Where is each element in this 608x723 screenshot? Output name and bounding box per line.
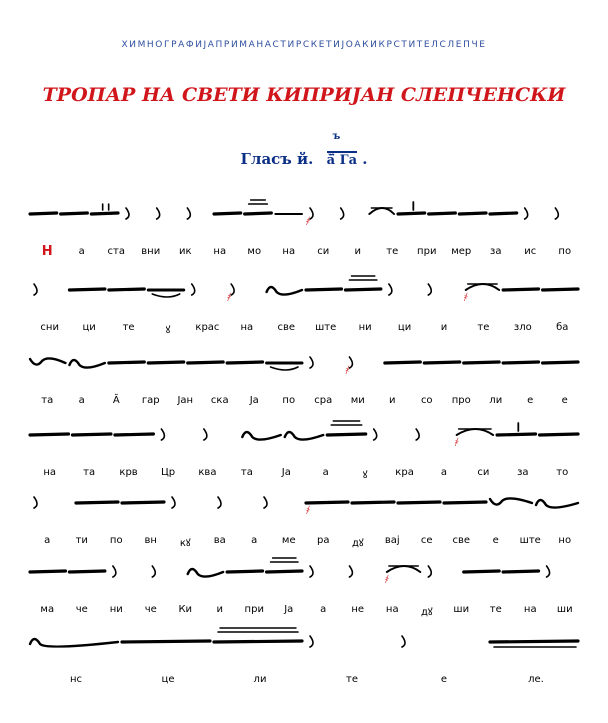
syllable: че — [75, 604, 88, 615]
syllable: це — [161, 674, 175, 685]
neume-oligon — [398, 502, 440, 503]
neume-omalon — [267, 363, 302, 370]
neume-oligon — [148, 362, 183, 363]
neume-oligon — [30, 571, 65, 572]
neume-oligon — [227, 362, 262, 363]
syllable: на — [213, 246, 227, 257]
tone-period: . — [362, 150, 368, 168]
syllable: Ја — [249, 395, 259, 406]
neume-apostrophos — [172, 497, 175, 508]
neume-oligon — [109, 289, 144, 290]
syllable: ба — [556, 322, 569, 333]
syllable: а — [44, 535, 51, 546]
syllable: про — [451, 395, 471, 406]
neume-apostrophos — [34, 497, 37, 508]
neume-oligon — [352, 502, 394, 503]
fthora-mark: ҂ — [384, 572, 389, 586]
neume-apostrophos — [231, 284, 234, 295]
neume-apostrophos — [161, 429, 164, 440]
fthora-mark: ҂ — [454, 435, 459, 449]
neume-oligon — [306, 289, 341, 290]
syllable: та — [41, 395, 54, 406]
tone-number: й. — [297, 150, 314, 168]
neume-seisma — [242, 432, 280, 440]
neume-ison-kentimata — [267, 558, 302, 572]
fthora-mark: ҂ — [306, 503, 311, 517]
syllable: на — [523, 604, 537, 615]
neume-oligon — [69, 289, 104, 290]
neume-oligon — [543, 289, 578, 290]
neume-oligon — [122, 641, 210, 642]
syllable: на — [43, 467, 57, 478]
martyria-sup: ъ — [332, 131, 341, 142]
syllable: то — [556, 467, 569, 478]
neume-oligon — [503, 289, 538, 290]
neume-apostrophos — [113, 566, 116, 577]
syllable: зло — [513, 322, 532, 333]
syllable: е — [561, 395, 568, 406]
neume-oligon — [464, 362, 499, 363]
syllable: и — [216, 604, 223, 615]
syllable: дꙋ — [420, 607, 433, 618]
neume-apostrophos — [547, 566, 550, 577]
syllable: на — [282, 246, 296, 257]
syllable: при — [417, 246, 437, 257]
syllable: те — [122, 322, 135, 333]
neume-apostrophos — [204, 429, 207, 440]
syllable: но — [558, 535, 572, 546]
neume-oligon — [459, 213, 486, 214]
syllable: а — [320, 604, 327, 615]
syllable: ни — [109, 604, 123, 615]
syllable: ꙋ — [362, 470, 368, 481]
neume-apostrophos — [187, 208, 190, 219]
syllable: се — [420, 535, 433, 546]
neume-apostrophos — [555, 208, 558, 219]
martyria-text: ӑ̈ Га — [326, 153, 357, 168]
syllable: ште — [315, 322, 337, 333]
fthora-mark: ҂ — [306, 214, 311, 228]
syllable: а — [78, 395, 85, 406]
neume-oligon — [69, 571, 104, 572]
neume-klasma — [30, 358, 65, 364]
syllable: Ја — [284, 604, 294, 615]
syllable: за — [490, 246, 502, 257]
syllable: вн — [144, 535, 157, 546]
neume-omalon — [148, 290, 183, 297]
neume-apostrophos — [341, 208, 344, 219]
neume-oligon-kentima — [398, 202, 425, 214]
syllable: и — [389, 395, 396, 406]
page-title: ТРОПАР НА СВЕТИ КИПРИЈАН СЛЕПЧЕНСКИ — [42, 84, 566, 106]
neume-oligon-ison — [91, 204, 118, 214]
syllable: Ки — [178, 604, 193, 615]
neume-apostrophos — [310, 636, 313, 647]
neume-svg — [30, 349, 582, 373]
syllable: мер — [451, 246, 472, 257]
neume-oligon — [122, 502, 164, 503]
lyrics-line — [30, 535, 582, 551]
neume-line — [30, 276, 582, 300]
syllable: те — [477, 322, 490, 333]
syllable: сни — [40, 322, 59, 333]
neume-apostrophos — [192, 284, 195, 295]
syllable: те — [489, 604, 502, 615]
neume-apostrophos — [416, 429, 419, 440]
neume-apostrophos — [349, 566, 352, 577]
neume-ison-kentimata — [245, 200, 272, 214]
neume-apostrophos — [374, 429, 377, 440]
neume-apostrophos — [157, 208, 160, 219]
neume-oligon-final — [490, 641, 578, 647]
lyrics-line — [30, 674, 582, 690]
neume-petaste — [387, 566, 420, 572]
syllable: по — [282, 395, 296, 406]
neume-oligon — [188, 362, 223, 363]
fthora-mark: ҂ — [345, 363, 350, 377]
neume-oligon-kentima — [497, 423, 535, 435]
neume-apostrophos — [126, 208, 129, 219]
syllable: по — [558, 246, 572, 257]
neume-ison-kentimata — [345, 276, 380, 290]
neume-apostrophos — [349, 357, 352, 368]
syllable: крас — [195, 322, 220, 333]
neume-oligon — [30, 434, 68, 435]
neume-ison-kentimata — [327, 421, 365, 435]
neume-apostrophos — [389, 284, 392, 295]
tone-martyria — [326, 131, 357, 168]
lyrics-line — [30, 467, 582, 483]
syllable: ис — [524, 246, 537, 257]
neume-svg — [30, 421, 582, 445]
neume-seisma — [69, 360, 104, 368]
neume-petaste — [466, 284, 499, 290]
syllable: ста — [107, 246, 125, 257]
syllable: нс — [69, 674, 83, 685]
syllable: сра — [314, 395, 333, 406]
neume-seisma — [30, 639, 118, 647]
neume-apostrophos — [428, 566, 431, 577]
syllable: Цр — [160, 467, 176, 478]
neume-oligon — [227, 571, 262, 572]
neume-oligon — [464, 571, 499, 572]
syllable: вај — [384, 535, 400, 546]
neume-apostrophos — [428, 284, 431, 295]
neume-oligon — [306, 502, 348, 503]
syllable: со — [420, 395, 433, 406]
syllable: ква — [198, 467, 217, 478]
syllable: си — [477, 467, 490, 478]
tone-indication — [0, 131, 608, 168]
syllable: дꙋ — [351, 538, 364, 549]
syllable: ши — [453, 604, 470, 615]
syllable: вни — [141, 246, 161, 257]
syllable: на — [385, 604, 399, 615]
fthora-mark: ҂ — [227, 290, 232, 304]
syllable: ши — [556, 604, 573, 615]
syllable: и — [354, 246, 361, 257]
syllable: е — [440, 674, 448, 685]
neume-line — [30, 628, 582, 652]
syllable: не — [351, 604, 365, 615]
syllable: ик — [178, 246, 192, 257]
neume-apostrophos — [264, 497, 267, 508]
syllable: ми — [350, 395, 365, 406]
neume-apostrophos — [310, 357, 313, 368]
neume-seisma — [285, 432, 323, 440]
syllable: си — [317, 246, 330, 257]
syllable: по — [109, 535, 123, 546]
syllable: све — [277, 322, 296, 333]
syllable: че — [144, 604, 157, 615]
syllable: ва — [213, 535, 226, 546]
neume-oligon — [61, 213, 88, 214]
neume-oligon — [503, 571, 538, 572]
syllable: гар — [141, 395, 160, 406]
syllable: и — [440, 322, 448, 333]
syllable: ра — [317, 535, 330, 546]
syllable: Јан — [177, 395, 194, 406]
neume-petaste — [457, 429, 493, 435]
syllable: ци — [397, 322, 412, 333]
neume-oligon — [540, 434, 578, 435]
neume-oligon — [429, 213, 456, 214]
syllable: ꙋ — [165, 325, 171, 336]
syllable: а — [440, 467, 448, 478]
neume-line — [30, 349, 582, 373]
neume-seisma — [267, 287, 302, 295]
neume-apostrophos — [34, 284, 37, 295]
neume-svg — [30, 276, 582, 300]
syllable: кꙋ — [179, 538, 191, 549]
syllable: те — [386, 246, 399, 257]
neume-line — [30, 558, 582, 582]
syllable: Ја — [281, 467, 291, 478]
neume-oligon — [424, 362, 459, 363]
fthora-mark: ҂ — [463, 290, 468, 304]
syllable: ска — [210, 395, 229, 406]
neume-oligon — [115, 434, 153, 435]
neume-svg — [30, 628, 582, 652]
neume-apostrophos — [310, 208, 313, 219]
neume-oligon — [503, 362, 538, 363]
syllable: а — [251, 535, 258, 546]
syllable: на — [240, 322, 254, 333]
neume-oligon — [72, 434, 110, 435]
neume-klasma — [490, 498, 532, 504]
neume-seisma — [536, 500, 578, 508]
syllable: ле. — [528, 674, 544, 685]
header-line: ХИМНОГРАФИЈАПРИМАНАСТИРСКЕТИЈОАКИКРСТИТЕЛСЛЕПЧЕ — [121, 40, 487, 50]
syllable: те — [346, 674, 358, 685]
neume-oligon — [444, 502, 486, 503]
syllable: крв — [119, 467, 138, 478]
syllable: ти — [75, 535, 88, 546]
syllable: ци — [82, 322, 96, 333]
tone-label: Гласъ — [240, 150, 292, 168]
syllable: та — [240, 467, 253, 478]
neume-oligon — [30, 213, 57, 214]
syllable: ште — [519, 535, 541, 546]
neume-apostrophos — [152, 566, 155, 577]
neume-oligon — [214, 213, 241, 214]
neume-oligon — [490, 213, 517, 214]
syllable: ма — [40, 604, 55, 615]
drop-initial: Н — [41, 244, 53, 259]
syllable: Ӑ — [112, 395, 120, 406]
syllable: та — [83, 467, 96, 478]
syllable: ни — [358, 322, 372, 333]
neume-line — [30, 421, 582, 445]
lyrics-line — [30, 246, 582, 262]
syllable: кра — [395, 467, 414, 478]
lyrics-line — [30, 395, 582, 411]
neume-oligon — [109, 362, 144, 363]
syllable: за — [517, 467, 529, 478]
neume-oligon-yporroi — [543, 362, 578, 363]
syllable: ме — [281, 535, 296, 546]
neume-seisma — [188, 569, 223, 577]
syllable: ли — [489, 395, 503, 406]
neume-apostrophos — [525, 208, 528, 219]
neume-svg — [30, 558, 582, 582]
neume-petaste — [369, 208, 394, 214]
syllable: при — [244, 604, 264, 615]
neume-oligon — [76, 502, 118, 503]
neume-ison-kentimata — [214, 628, 302, 642]
neume-apostrophos — [218, 497, 221, 508]
neume-apostrophos — [310, 566, 313, 577]
syllable: ли — [253, 674, 267, 685]
lyrics-line — [30, 604, 582, 620]
syllable: а — [322, 467, 329, 478]
syllable: е — [527, 395, 534, 406]
lyrics-line — [30, 322, 582, 338]
neume-oligon — [385, 362, 420, 363]
syllable: а — [78, 246, 85, 257]
syllable: све — [452, 535, 471, 546]
neume-apostrophos — [402, 636, 405, 647]
syllable: мо — [247, 246, 262, 257]
syllable: е — [492, 535, 499, 546]
